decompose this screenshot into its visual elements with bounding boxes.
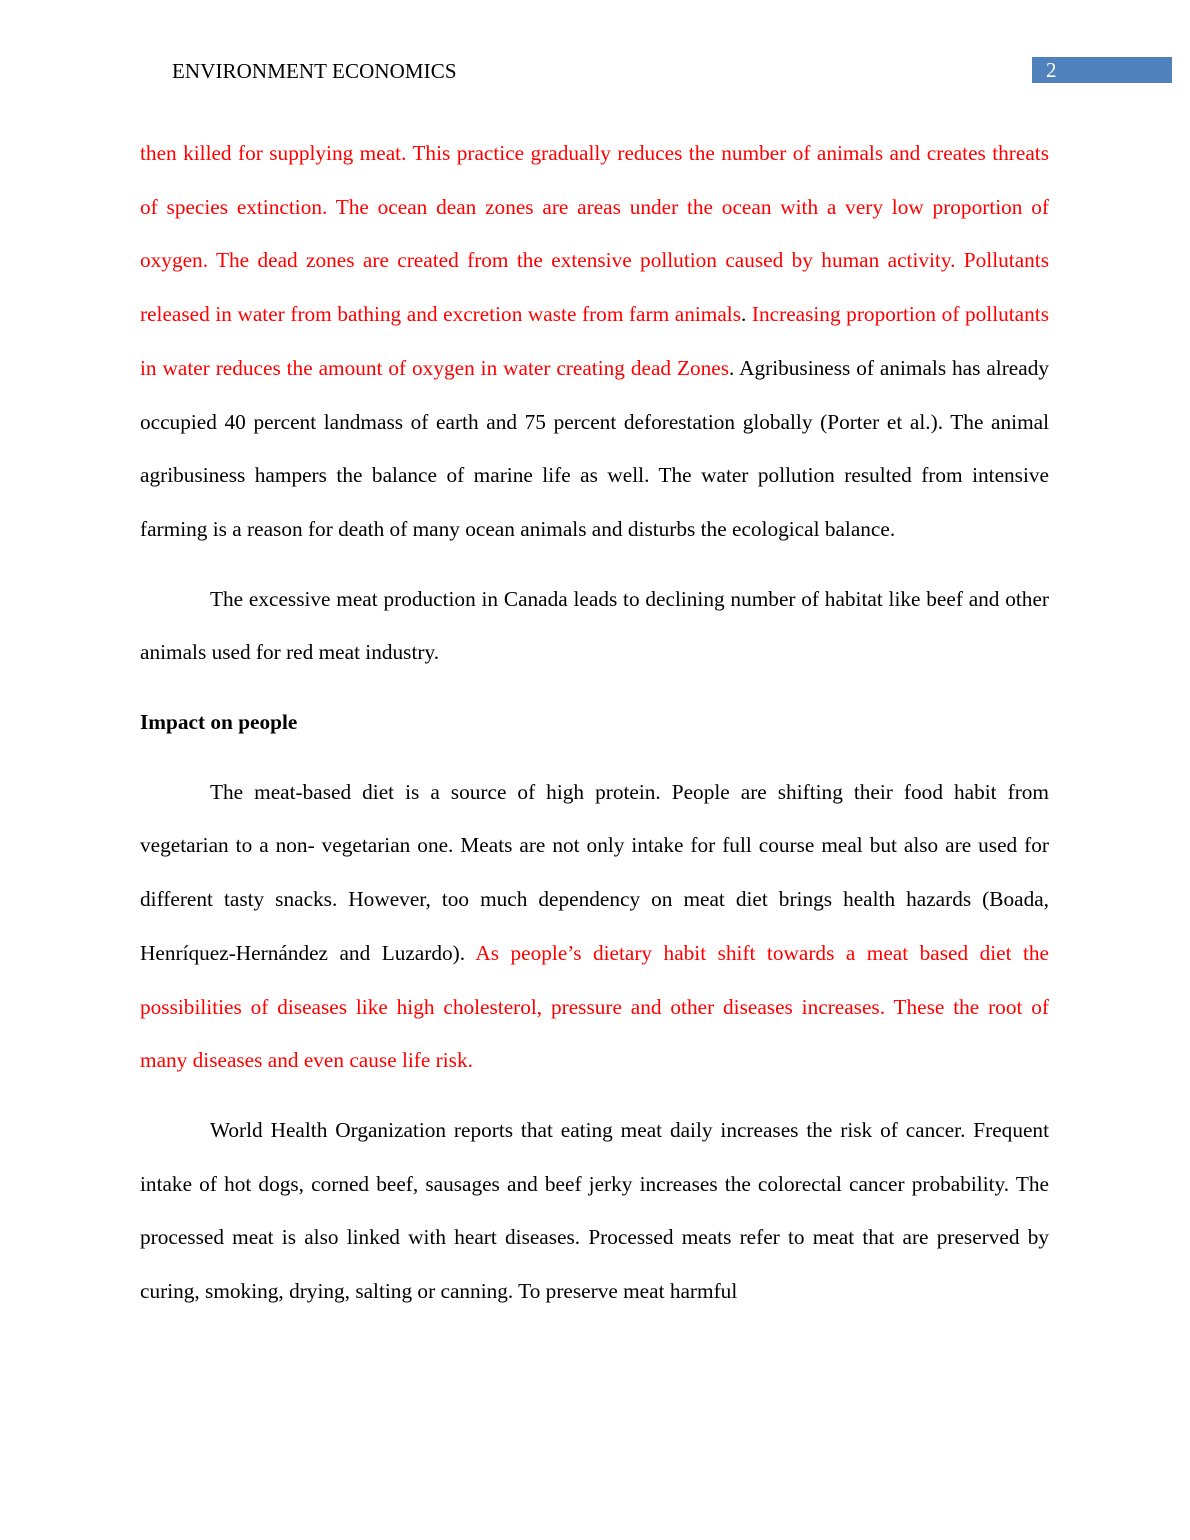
paragraph-text: The meat-based diet is a source of high protein. People are shifting their food habit from vegetarian to a non- vegetarian one. Meats are not only intake for full course meal but also are used for different tasty snacks. However, too much dependency on meat diet brings health hazards (Boada, Henríquez-Hernández and Luzardo).	[140, 779, 1049, 965]
page-number-badge	[1032, 57, 1172, 83]
highlighted-text: then killed for supplying meat. This practice gradually reduces the number of animals and creates threats of species extinction. The ocean dean zones are areas under the ocean with a very low proportion of oxygen. The dead zones are created from the extensive pollution caused by human activity. Pollutants released in water from bathing and excretion waste from farm animals	[140, 141, 1049, 327]
paragraph-text: . Agribusiness of animals has already occupied 40 percent landmass of earth and 75 percent deforestation globally (Porter et al.). The animal agribusiness hampers the balance of marine life as well. The water pollution resulted from intensive farming is a reason for death of many ocean animals and disturbs the ecological balance.	[140, 355, 1049, 541]
page-number: 2	[1046, 58, 1057, 82]
highlighted-text: Increasing proportion of pollutants in water reduces the amount of oxygen in water creating dead Zones	[140, 302, 1049, 380]
highlighted-text: As people’s dietary habit shift towards a meat based diet the possibilities of diseases like high cholesterol, pressure and other diseases increases. These the root of many diseases and even cause life risk.	[140, 940, 1049, 1073]
running-head-title: ENVIRONMENT ECONOMICS	[172, 59, 457, 83]
document-body	[140, 127, 1049, 1335]
paragraph-1	[140, 127, 1049, 557]
paragraph-3	[140, 766, 1049, 1088]
paragraph-text: .	[741, 302, 752, 327]
paragraph-4: World Health Organization reports that eating meat daily increases the risk of cancer. Frequent intake of hot dogs, corned beef, sausages and beef jerky increases the colorectal cancer probability. The processed meat is also linked with heart diseases. Processed meats refer to meat that are preserved by curing, smoking, drying, salting or canning. To preserve meat harmful	[140, 1117, 1049, 1304]
section-heading: Impact on people	[140, 710, 298, 735]
paragraph-2: The excessive meat production in Canada leads to declining number of habitat like beef and other animals used for red meat industry.	[140, 586, 1049, 665]
